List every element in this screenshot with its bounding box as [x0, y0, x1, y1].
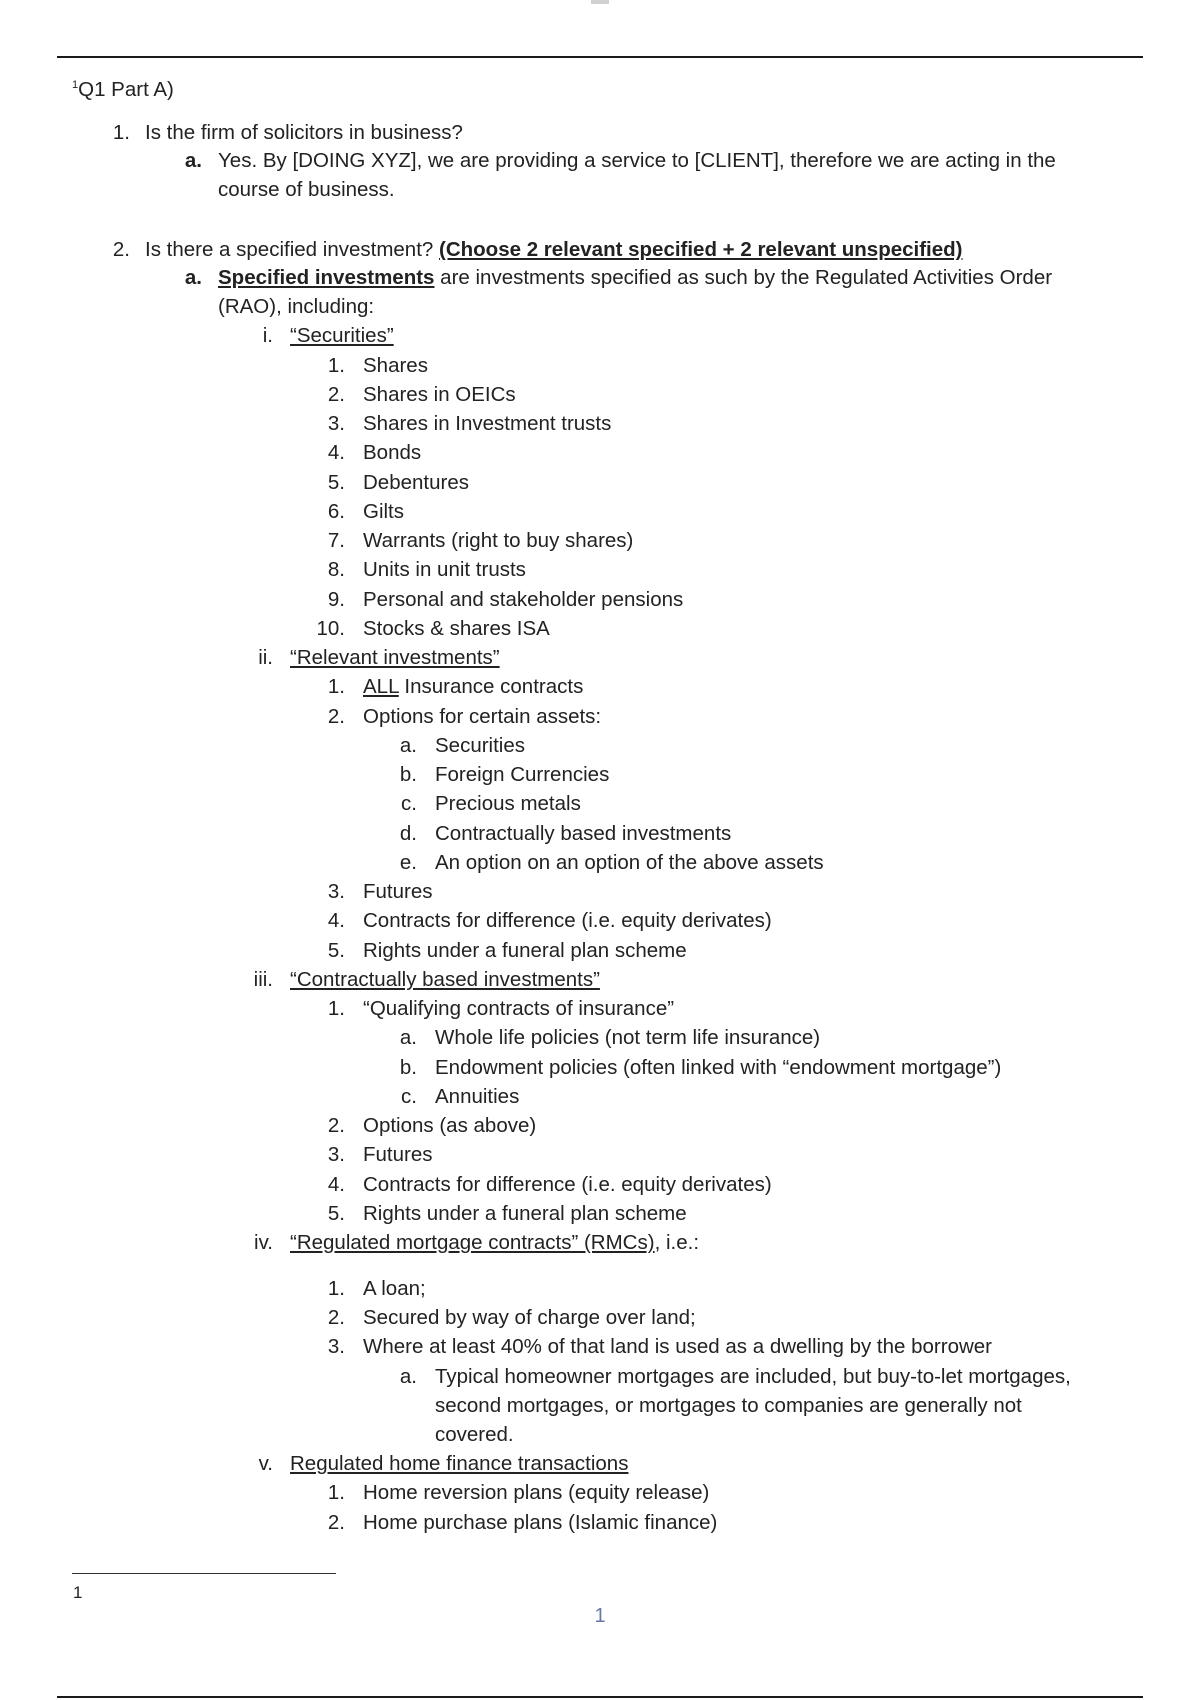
list-item: Personal and stakeholder pensions: [363, 588, 684, 611]
section-iii-title: “Contractually based investments”: [290, 968, 600, 991]
list-item: Warrants (right to buy shares): [363, 529, 634, 552]
footer-rule: [57, 1696, 1143, 1698]
list-item: Debentures: [363, 471, 469, 494]
list-item: Rights under a funeral plan scheme: [363, 1202, 687, 1225]
list-marker: 1.: [327, 1481, 345, 1504]
q2-line: [145, 238, 963, 262]
list-marker: 5.: [327, 1202, 345, 1225]
q1-a-line1: Yes. By [DOING XYZ], we are providing a service to [CLIENT], therefore we are acting in the: [218, 149, 1056, 172]
list-item: Endowment policies (often linked with “endowment mortgage”): [435, 1056, 1002, 1079]
list-marker: 5.: [327, 939, 345, 962]
list-item: Stocks & shares ISA: [363, 617, 550, 640]
list-marker: a.: [399, 734, 417, 757]
list-marker: 10.: [316, 617, 345, 640]
list-item: Annuities: [435, 1085, 520, 1108]
list-item: Bonds: [363, 441, 422, 464]
heading-footnote-ref: 1: [72, 79, 79, 91]
list-marker: a.: [399, 1026, 417, 1049]
section-ii-marker: ii.: [258, 646, 273, 669]
list-marker: 2.: [327, 705, 345, 728]
section-v-title: Regulated home finance transactions: [290, 1452, 629, 1475]
list-marker: 4.: [327, 909, 345, 932]
section-i-marker: i.: [262, 324, 273, 347]
list-marker: 2.: [327, 383, 345, 406]
list-marker: 8.: [327, 558, 345, 581]
list-item: Units in unit trusts: [363, 558, 526, 581]
list-item: Foreign Currencies: [435, 763, 610, 786]
list-marker: 1.: [327, 1277, 345, 1300]
list-item: Home reversion plans (equity release): [363, 1481, 710, 1504]
list-marker: d.: [399, 822, 417, 845]
list-marker: 2.: [327, 1306, 345, 1329]
q1-text: Is the firm of solicitors in business?: [145, 121, 463, 144]
list-item: Options for certain assets:: [363, 705, 602, 728]
page-number: 1: [594, 1605, 606, 1627]
section-v-marker: v.: [258, 1452, 273, 1475]
list-marker: 5.: [327, 471, 345, 494]
list-item: Shares in OEICs: [363, 383, 516, 406]
list-item: Contracts for difference (i.e. equity derivates): [363, 909, 772, 932]
q1-a-marker: a.: [184, 149, 202, 172]
list-marker: 1.: [327, 675, 345, 698]
list-item: Where at least 40% of that land is used as a dwelling by the borrower: [363, 1335, 993, 1358]
list-item: Gilts: [363, 500, 404, 523]
list-marker: 3.: [327, 1335, 345, 1358]
note-line: second mortgages, or mortgages to companies are generally not: [435, 1394, 1022, 1417]
q2-a-marker: a.: [184, 266, 202, 289]
list-item: Securities: [435, 734, 526, 757]
list-marker: 2.: [327, 1511, 345, 1534]
list-marker: 7.: [327, 529, 345, 552]
list-marker: b.: [399, 1056, 417, 1079]
list-item: Shares in Investment trusts: [363, 412, 612, 435]
q2-a-line1: Specified investments are investments specified as such by the Regulated Activities Order: [218, 266, 1053, 289]
list-marker: c.: [401, 792, 417, 815]
list-marker: 2.: [327, 1114, 345, 1137]
list-marker: 3.: [327, 1143, 345, 1166]
list-item: “Qualifying contracts of insurance”: [363, 997, 675, 1020]
q2-instruction: (Choose 2 relevant specified + 2 relevant unspecified): [439, 238, 963, 261]
list-item: Rights under a funeral plan scheme: [363, 939, 687, 962]
section-iv-marker: iv.: [254, 1231, 273, 1254]
list-marker: 1.: [327, 354, 345, 377]
section-iii-marker: iii.: [253, 968, 273, 991]
footnote-number: 1: [73, 1583, 83, 1602]
list-item: Precious metals: [435, 792, 581, 815]
list-item: Futures: [363, 880, 433, 903]
list-item: Whole life policies (not term life insurance): [435, 1026, 821, 1049]
list-item: Contracts for difference (i.e. equity derivates): [363, 1173, 772, 1196]
list-marker: 3.: [327, 412, 345, 435]
list-item: A loan;: [363, 1277, 426, 1300]
list-marker: b.: [399, 763, 417, 786]
q2-number: 2.: [112, 238, 130, 261]
list-marker: 6.: [327, 500, 345, 523]
q2-text: Is there a specified investment?: [145, 238, 434, 261]
page-top-marker: [591, 0, 609, 4]
list-marker: c.: [401, 1085, 417, 1108]
list-item: Contractually based investments: [435, 822, 732, 845]
note-line: covered.: [435, 1423, 514, 1446]
list-item: Secured by way of charge over land;: [363, 1306, 696, 1329]
list-item: Futures: [363, 1143, 433, 1166]
page-heading: $^1$Q1 Part A): [72, 77, 174, 101]
list-marker: e.: [399, 851, 417, 874]
footnote-rule: [72, 1573, 336, 1574]
q2-a-line2: (RAO), including:: [218, 295, 375, 318]
q1-a-line2: course of business.: [218, 178, 395, 201]
list-marker: 4.: [327, 1173, 345, 1196]
header-rule: [57, 56, 1143, 58]
list-item: Shares: [363, 354, 428, 377]
list-marker: 4.: [327, 441, 345, 464]
list-item: Home purchase plans (Islamic finance): [363, 1511, 718, 1534]
list-marker: 1.: [327, 997, 345, 1020]
list-item: Options (as above): [363, 1114, 537, 1137]
list-item: An option on an option of the above assets: [435, 851, 824, 874]
list-marker: 3.: [327, 880, 345, 903]
list-marker: 9.: [327, 588, 345, 611]
section-ii-title: “Relevant investments”: [290, 646, 500, 669]
section-i-title: “Securities”: [290, 324, 394, 347]
note-line: Typical homeowner mortgages are included, but buy-to-let mortgages,: [435, 1365, 1071, 1388]
list-marker: a.: [399, 1365, 417, 1388]
q1-number: 1.: [112, 121, 130, 144]
list-item: ALL Insurance contracts: [363, 675, 584, 698]
specified-investments-term: Specified investments: [218, 266, 435, 289]
section-iv-title: “Regulated mortgage contracts” (RMCs), i.e.:: [290, 1231, 700, 1254]
